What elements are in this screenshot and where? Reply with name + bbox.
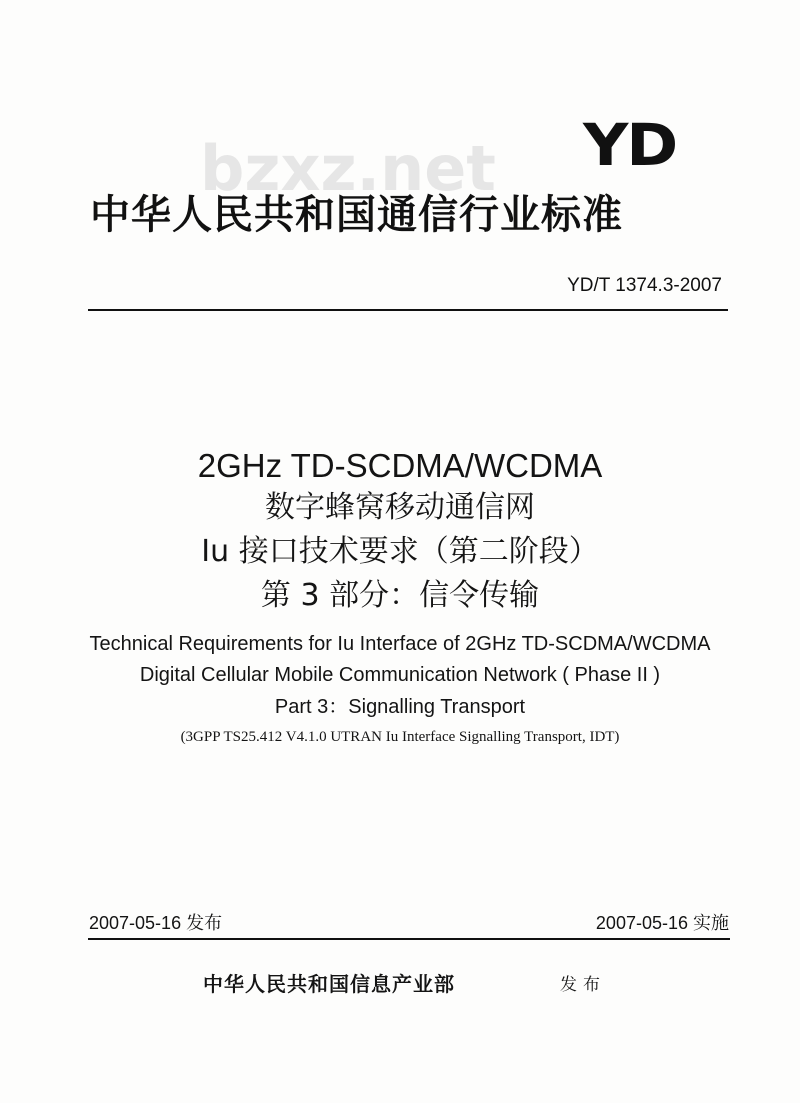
organization-title: 中华人民共和国通信行业标准	[90, 192, 623, 238]
yd-logo: YD	[583, 111, 677, 179]
publish-date: 2007-05-16 发布	[89, 913, 223, 933]
watermark-text: bzxz.net	[200, 132, 496, 205]
issuer-suffix: 发布	[560, 975, 606, 995]
english-title-line-4: (3GPP TS25.412 V4.1.0 UTRAN Iu Interface Signalling Transport, IDT)	[180, 729, 620, 745]
chinese-title-line-1: 2GHz TD-SCDMA/WCDMA	[197, 447, 603, 484]
english-title-line-2: Digital Cellular Mobile Communication Network ( Phase II )	[139, 664, 661, 686]
issuing-authority: 中华人民共和国信息产业部	[203, 972, 455, 996]
chinese-title-line-3: Iu 接口技术要求（第二阶段）	[201, 534, 599, 569]
top-divider	[88, 309, 728, 311]
english-title-line-3: Part 3：Signalling Transport	[274, 696, 526, 718]
english-title-line-1: Technical Requirements for Iu Interface of 2GHz TD-SCDMA/WCDMA	[89, 633, 711, 655]
bottom-divider	[88, 938, 730, 940]
standard-number: YD/T 1374.3-2007	[567, 275, 722, 296]
implement-date: 2007-05-16 实施	[595, 913, 729, 933]
chinese-title-line-4: 第 3 部分：信令传输	[260, 578, 540, 613]
chinese-title-line-2: 数字蜂窝移动通信网	[265, 490, 535, 525]
